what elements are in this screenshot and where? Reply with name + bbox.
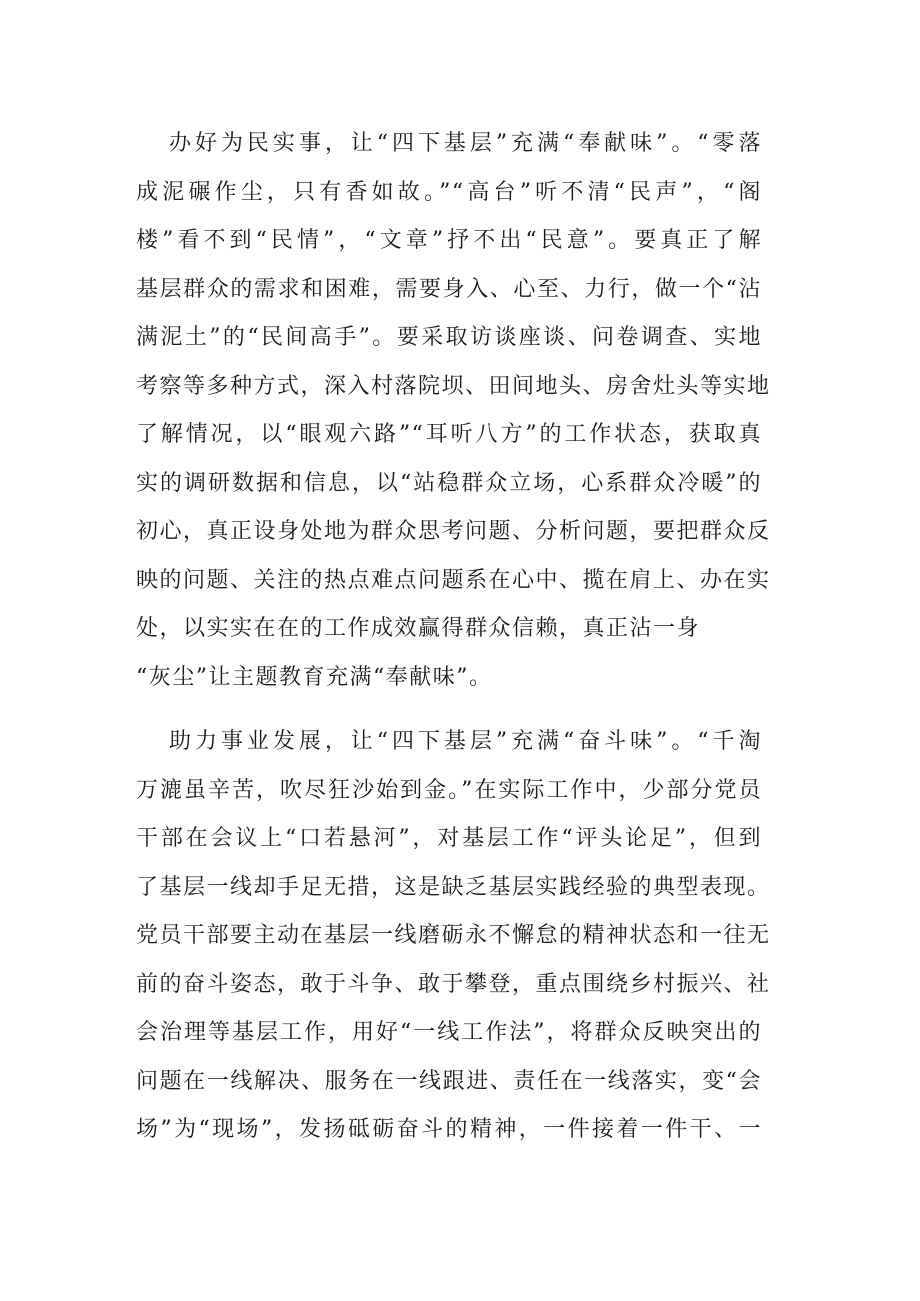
text-line: 映的问题、关注的热点难点问题系在心中、揽在肩上、办在实 (136, 567, 771, 593)
text-line: 问题在一线解决、服务在一线跟进、责任在一线落实，变“会 (136, 1068, 762, 1094)
text-line: 办好为民实事，让“四下基层”充满“奉献味”。“零落 (169, 131, 762, 156)
text-line: 满泥土”的“民间高手”。要采取访谈座谈、问卷调查、实地 (136, 325, 762, 350)
text-line: 考察等多种方式，深入村落院坝、田间地头、房舍灶头等实地 (136, 373, 771, 399)
text-line: 助力事业发展，让“四下基层”充满“奋斗味”。“千淘 (169, 729, 762, 754)
text-line: 场”为“现场”，发扬砥砺奋斗的精神，一件接着一件干、一 (136, 1117, 762, 1142)
text-line: 党员干部要主动在基层一线磨砺永不懈怠的精神状态和一往无 (136, 923, 771, 948)
text-line: “灰尘”让主题教育充满“奉献味”。 (136, 664, 493, 690)
text-line: 了解情况，以“眼观六路”“耳听八方”的工作状态，获取真 (136, 422, 762, 447)
text-line: 干部在会议上“口若悬河”，对基层工作“评头论足”，但到 (136, 826, 762, 851)
text-line: 处，以实实在在的工作成效赢得群众信赖，真正沾一身 (136, 616, 701, 641)
text-line: 实的调研数据和信息，以“站稳群众立场，心系群众冷暖”的 (136, 470, 762, 496)
text-line: 了基层一线却手足无措，这是缺乏基层实践经验的典型表现。 (136, 874, 771, 900)
text-line: 楼”看不到“民情”，“文章”抒不出“民意”。要真正了解 (136, 228, 762, 253)
text-line: 初心，真正设身处地为群众思考问题、分析问题，要把群众反 (136, 519, 771, 544)
text-line: 成泥碾作尘，只有香如故。”“高台”听不清“民声”，“阁 (136, 179, 762, 205)
text-line: 基层群众的需求和困难，需要身入、心至、力行，做一个“沾 (136, 276, 762, 302)
text-line: 前的奋斗姿态，敢于斗争、敢于攀登，重点围绕乡村振兴、社 (136, 971, 771, 997)
text-line: 会治理等基层工作，用好“一线工作法”，将群众反映突出的 (136, 1020, 762, 1045)
text-line: 万漉虽辛苦，吹尽狂沙始到金。”在实际工作中，少部分党员 (136, 777, 762, 803)
